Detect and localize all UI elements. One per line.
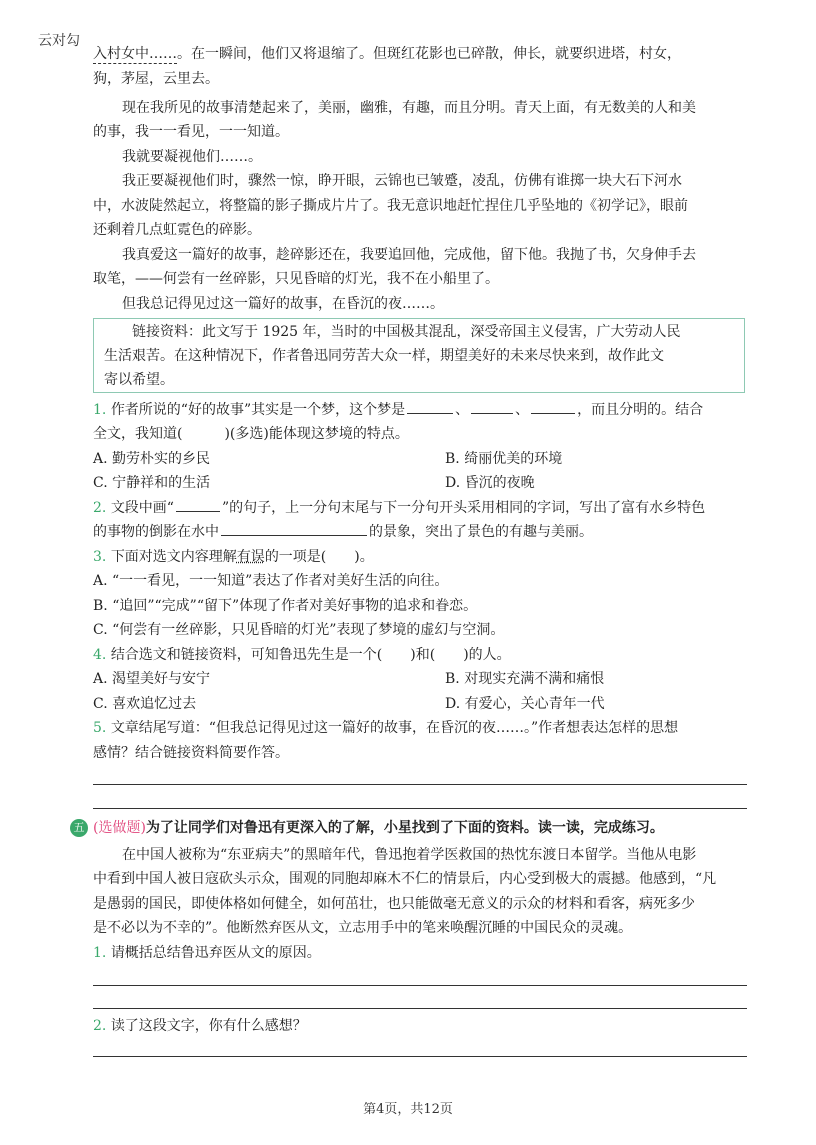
option-a[interactable]: A. 渴望美好与安宁 (93, 671, 211, 687)
question-2 (93, 496, 705, 520)
separator: 、 (515, 402, 530, 418)
option-c[interactable]: C. 喜欢追忆过去 (93, 696, 197, 712)
passage-text: 。在一瞬间，他们又将退缩了。但斑红花影也已碎散，伸长，就要织进塔，村女， (177, 46, 681, 62)
question-number: 5. (93, 720, 107, 736)
option-b[interactable]: B. “追回”“完成”“留下”体现了作者对美好事物的追求和眷恋。 (93, 598, 478, 614)
question-text: 感情？结合链接资料简要作答。 (93, 745, 289, 761)
option-c[interactable]: C. 宁静祥和的生活 (93, 475, 211, 491)
brand-logo-text: 云对勾 (38, 33, 80, 49)
question-text: 作者所说的“好的故事”其实是一个梦，这个梦是 (110, 402, 406, 418)
question-number: 1. (93, 402, 107, 418)
question-3 (93, 545, 374, 569)
passage-line: 中，水波陡然起立，将整篇的影子撕成片片了。我无意识地赶忙捏住几乎坠地的《初学记》，眼前 (93, 198, 688, 214)
option-c[interactable]: C. “何尝有一丝碎影，只见昏暗的灯光”表现了梦境的虚幻与空洞。 (93, 622, 505, 638)
section5-question-2 (93, 1014, 307, 1038)
passage-line: 还剩着几点虹霓色的碎影。 (93, 222, 261, 238)
question-text: 下面对选文内容理解 (110, 549, 237, 565)
question-number: 4. (93, 647, 107, 663)
option-a[interactable]: A. 勤劳朴实的乡民 (93, 451, 211, 467)
material-line: 在中国人被称为“东亚病夫”的黑暗年代，鲁迅抱着学医救国的热忱东渡日本留学。当他从电影 (122, 847, 697, 863)
question-text: 结合选文和链接资料，可知鲁迅先生是一个( )和( )的人。 (110, 647, 511, 663)
link-line: 寄以希望。 (104, 372, 174, 388)
question-text: 读了这段文字，你有什么感想？ (110, 1018, 307, 1034)
passage-line: 取笔，——何尝有一丝碎影，只见昏暗的灯光，我不在小船里了。 (93, 271, 499, 287)
question-number: 2. (93, 500, 107, 516)
section-badge: 五 (70, 819, 88, 837)
question-text: 文章结尾写道：“但我总记得见过这一篇好的故事，在昏沉的夜……。”作者想表达怎样的思想 (110, 720, 679, 736)
link-line: 生活艰苦。在这种情况下，作者鲁迅同劳苦大众一样，期望美好的未来尽快来到，故作此文 (104, 348, 664, 364)
question-text: 全文，我知道( )(多选)能体现这梦境的特点。 (93, 426, 409, 442)
question-5 (93, 716, 678, 740)
passage-line: 我真爱这一篇好的故事，趁碎影还在，我要追回他，完成他，留下他。我抛了书，欠身伸手去 (122, 247, 696, 263)
question-number: 3. (93, 549, 107, 565)
option-b[interactable]: B. 对现实充满不满和痛恨 (445, 671, 605, 687)
answer-blank[interactable] (407, 399, 453, 414)
option-d[interactable]: D. 有爱心，关心青年一代 (445, 696, 605, 712)
link-line: 链接资料：此文写于 1925 年，当时的中国极其混乱，深受帝国主义侵害，广大劳动人民 (132, 324, 681, 340)
question-text (93, 520, 593, 544)
option-a[interactable]: A. “一一看见，一一知道”表达了作者对美好生活的向往。 (93, 573, 449, 589)
question-number: 1. (93, 945, 107, 961)
section-title (93, 816, 664, 840)
passage-line (93, 42, 681, 66)
material-line: 是不必以为不幸的”。他断然弃医从文，立志用手中的笔来唤醒沉睡的中国民众的灵魂。 (93, 920, 633, 936)
section-heading: 为了让同学们对鲁迅有更深入的了解，小星找到了下面的资料。读一读，完成练习。 (145, 820, 664, 836)
link-material-box (93, 318, 745, 393)
passage-line: 的事，我一一看见，一一知道。 (93, 124, 289, 140)
passage-line: 我正要凝视他们时，骤然一惊，睁开眼，云锦也已皱蹙，凌乱，仿佛有谁掷一块大石下河水 (122, 173, 682, 189)
optional-tag: (选做题) (93, 820, 146, 836)
question-1 (93, 398, 703, 422)
material-line: 是愚弱的国民，即使体格如何健全，如何茁壮，也只能做毫无意义的示众的材料和看客，病死多少 (93, 896, 695, 912)
answer-line[interactable] (93, 985, 747, 986)
passage-line: 我就要凝视他们……。 (122, 149, 262, 165)
section5-question-1 (93, 941, 321, 965)
question-text: 文段中画“ (110, 500, 174, 516)
question-number: 2. (93, 1018, 107, 1034)
page-number: 第4页，共12页 (363, 1102, 453, 1117)
underlined-sentence: 入村女中…… (93, 46, 177, 62)
question-text: 的一项是( )。 (264, 549, 374, 565)
answer-blank[interactable] (221, 521, 367, 536)
passage-line: 狗，茅屋，云里去。 (93, 71, 219, 87)
passage-line: 但我总记得见过这一篇好的故事，在昏沉的夜……。 (122, 296, 444, 312)
question-text: 的事物的倒影在水中 (93, 524, 219, 540)
emphasis-text: 有误 (236, 549, 265, 565)
question-text: ，而且分明的。结合 (577, 402, 704, 418)
passage-line: 现在我所见的故事清楚起来了，美丽，幽雅，有趣，而且分明。青天上面，有无数美的人和美 (122, 100, 696, 116)
question-text: ”的句子，上一分句末尾与下一分句开头采用相同的字词，写出了富有水乡特色 (221, 500, 706, 516)
material-line: 中看到中国人被日寇砍头示众，围观的同胞却麻木不仁的情景后，内心受到极大的震撼。他感到，“凡 (93, 871, 717, 887)
question-text: 的景象，突出了景色的有趣与美丽。 (369, 524, 593, 540)
question-4 (93, 643, 511, 667)
answer-line[interactable] (93, 1056, 747, 1057)
answer-blank[interactable] (176, 497, 220, 512)
separator: 、 (455, 402, 470, 418)
answer-blank[interactable] (531, 399, 575, 414)
answer-line[interactable] (93, 808, 747, 809)
answer-line[interactable] (93, 784, 747, 785)
answer-blank[interactable] (471, 399, 513, 414)
answer-line[interactable] (93, 1008, 747, 1009)
option-b[interactable]: B. 绮丽优美的环境 (445, 451, 563, 467)
option-d[interactable]: D. 昏沉的夜晚 (445, 475, 535, 491)
question-text: 请概括总结鲁迅弃医从文的原因。 (110, 945, 321, 961)
